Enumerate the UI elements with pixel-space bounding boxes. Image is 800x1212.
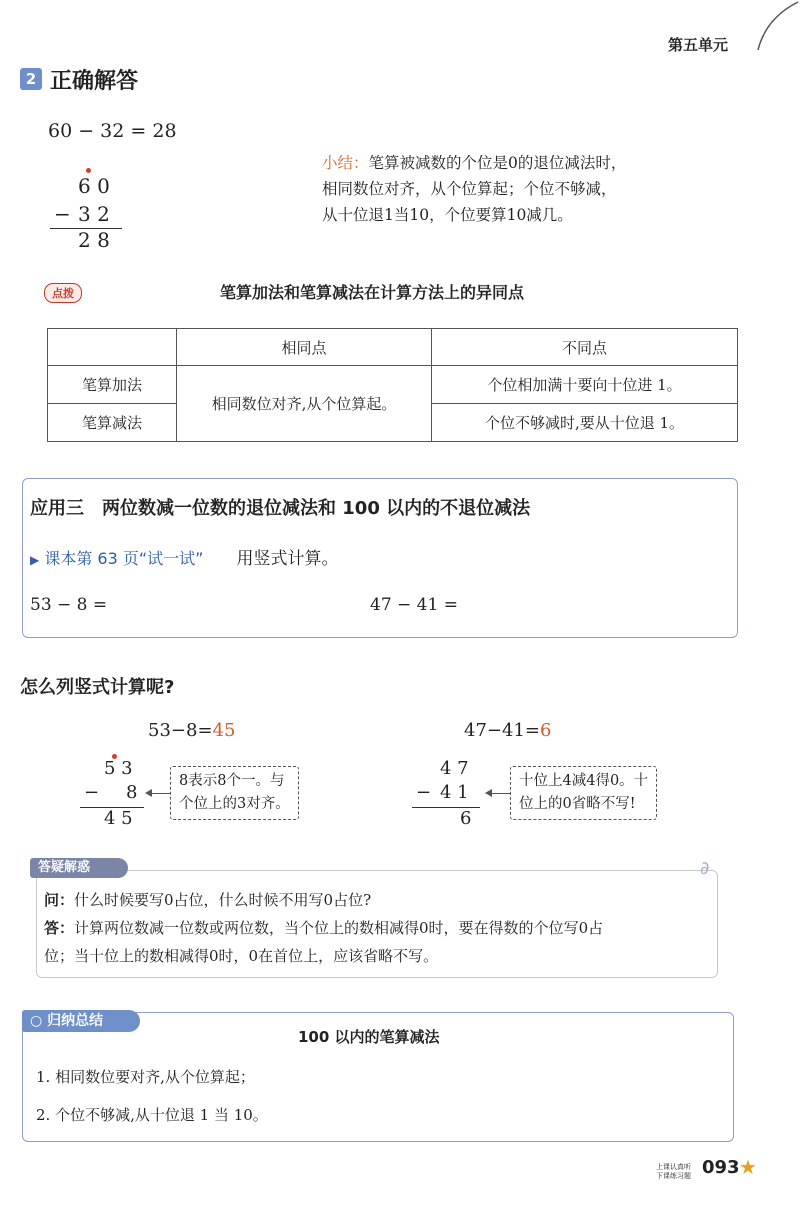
example-b-arrow	[490, 793, 510, 794]
example-b-note-line-1: 十位上4减4得0。十	[519, 773, 649, 789]
question-2: 47 − 41 =	[370, 595, 458, 615]
answer-text-1: 计算两位数减一位数或两位数，当个位上的数相减得0时，要在得数的个位写0占	[74, 919, 604, 937]
table-header-blank	[48, 329, 177, 366]
example-b-note	[510, 766, 657, 820]
unit-label: 第五单元	[668, 36, 729, 54]
example-a-minus: −	[84, 782, 100, 803]
section-title: 正确解答	[50, 69, 139, 94]
vertical-calculation	[50, 166, 140, 256]
example-b-minuend: 4 7	[440, 758, 469, 779]
example-b-answer: 6	[539, 720, 552, 741]
example-a-expression: 53−8=	[148, 720, 213, 741]
example-a-result: 4 5	[104, 808, 133, 829]
comparison-table	[47, 328, 738, 442]
minus-sign: −	[54, 202, 71, 226]
table-header-diff: 不同点	[432, 329, 738, 366]
question-label: 问：	[44, 891, 75, 909]
subtrahend: 3 2	[78, 202, 110, 226]
qa-text	[44, 886, 704, 970]
page-number: 093	[702, 1157, 740, 1178]
table-title: 笔算加法和笔算减法在计算方法上的异同点	[220, 283, 525, 302]
example-b-note-line-2: 位上的0省略不写!	[519, 796, 636, 812]
corner-curve-decoration	[752, 0, 800, 60]
application-subline	[30, 544, 339, 569]
qa-badge: 答疑解惑	[30, 858, 128, 878]
tip-badge: 点拨	[44, 283, 82, 303]
summary-line-1: 笔算被减数的个位是0的退位减法时，	[368, 154, 627, 172]
example-a-note-line-2: 个位上的3对齐。	[179, 796, 290, 812]
example-a-note-line-1: 8表示8个一。与	[179, 773, 285, 789]
conclusion-item-1: 1. 相同数位要对齐,从个位算起；	[36, 1068, 255, 1086]
question-text: 什么时候要写0占位，什么时候不用写0占位?	[74, 891, 372, 909]
example-b-result: 6	[460, 808, 472, 829]
circle-icon: ○	[30, 1013, 43, 1029]
footer-slogan	[656, 1163, 691, 1181]
minuend: 6 0	[78, 174, 110, 198]
row-name-subtraction: 笔算减法	[48, 404, 177, 442]
example-a-arrow	[150, 793, 170, 794]
diff-subtraction: 个位不够减时,要从十位退 1。	[432, 404, 738, 442]
example-a-note	[170, 766, 299, 820]
same-point-cell: 相同数位对齐,从个位算起。	[177, 366, 432, 442]
answer-text-2: 位；当十位上的数相减得0时，0在首位上，应该省略不写。	[44, 947, 439, 965]
row-name-addition: 笔算加法	[48, 366, 177, 404]
summary-label: 小结：	[322, 154, 369, 172]
how-heading: 怎么列竖式计算呢?	[20, 677, 175, 698]
star-mascot-icon: ★	[739, 1155, 757, 1179]
textbook-reference: 课本第 63 页“试一试”	[44, 549, 204, 568]
conclusion-badge	[22, 1010, 140, 1032]
summary-line-2: 相同数位对齐，从个位算起；个位不够减，	[322, 180, 617, 198]
borrow-dot	[86, 168, 91, 173]
example-a-subtrahend: 8	[126, 782, 138, 803]
section-number-badge: 2	[20, 68, 42, 90]
question-1: 53 − 8 =	[30, 595, 108, 615]
instruction: 用竖式计算。	[236, 549, 339, 569]
example-b-expression: 47−41=	[464, 720, 540, 741]
summary-note	[322, 150, 702, 228]
conclusion-item-2: 2. 个位不够减,从十位退 1 当 10。	[36, 1106, 268, 1124]
triangle-icon: ▶	[30, 553, 40, 567]
conclusion-title: 100 以内的笔算减法	[298, 1028, 440, 1046]
diff-addition: 个位相加满十要向十位进 1。	[432, 366, 738, 404]
conclusion-badge-label: 归纳总结	[47, 1013, 104, 1029]
difference: 2 8	[78, 228, 110, 252]
example-a-vertical	[80, 752, 170, 832]
summary-line-3: 从十位退1当10，个位要算10减几。	[322, 206, 573, 224]
example-b-minus: −	[416, 782, 432, 803]
answer-label: 答：	[44, 919, 75, 937]
swirl-icon: ∂	[700, 858, 710, 879]
example-b-subtrahend: 4 1	[440, 782, 469, 803]
example-a-answer: 45	[212, 720, 236, 741]
example-a-minuend: 5 3	[104, 758, 133, 779]
example-b-equation	[464, 720, 551, 741]
application-title: 应用三 两位数减一位数的退位减法和 100 以内的不退位减法	[30, 498, 531, 519]
example-a-equation	[148, 720, 235, 741]
problem-equation: 60 − 32 = 28	[48, 120, 177, 142]
footer-slogan-1: 上课认真听	[656, 1163, 691, 1171]
table-header-same: 相同点	[177, 329, 432, 366]
footer-slogan-2: 下课练习题	[656, 1172, 691, 1180]
